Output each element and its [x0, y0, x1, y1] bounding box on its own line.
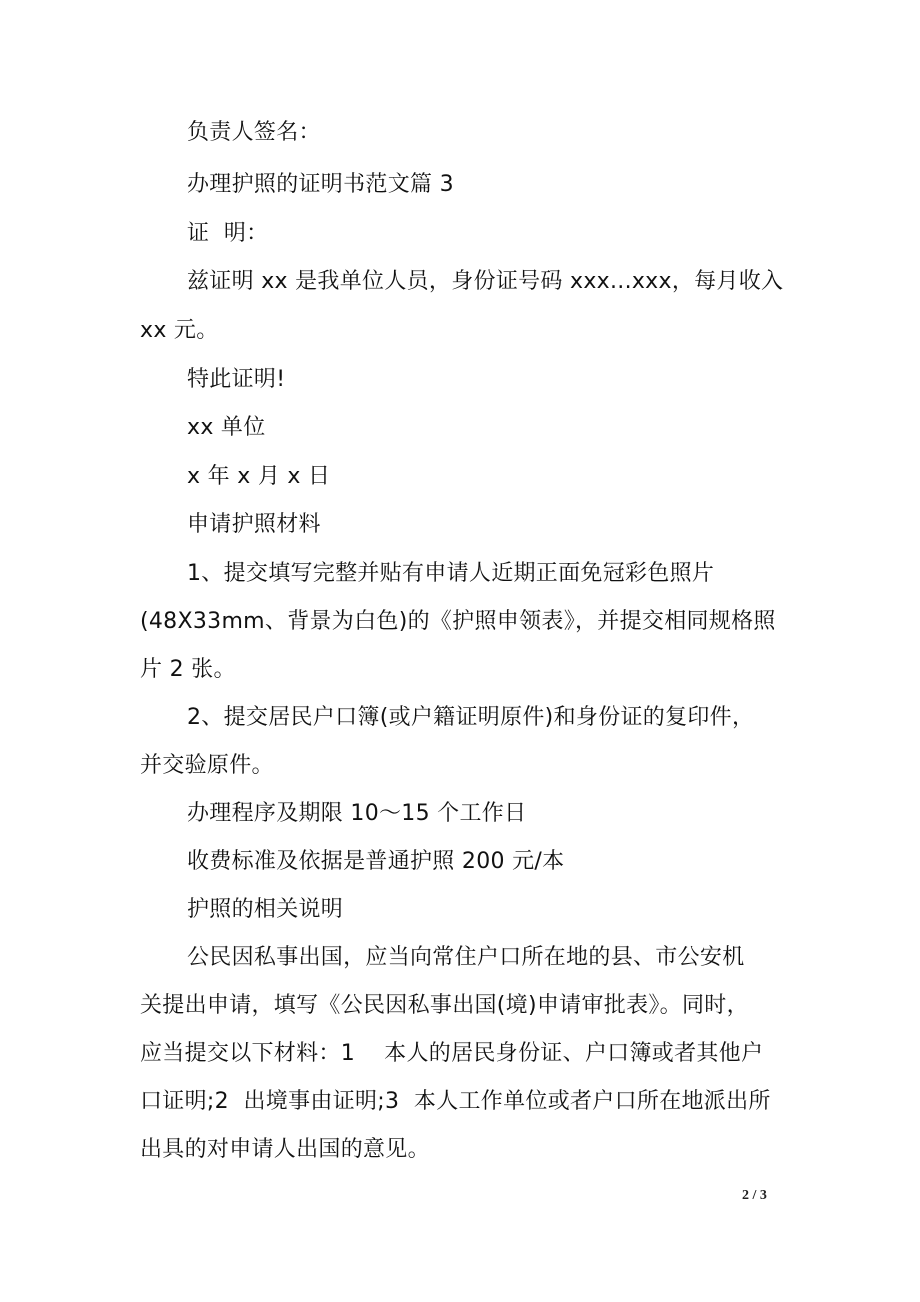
fee-standard: 收费标准及依据是普通护照 200 元/本 [187, 849, 565, 874]
materials-item-line: (48X33mm、背景为白色)的《护照申领表》，并提交相同规格照 [140, 609, 776, 634]
issue-date: x 年 x 月 x 日 [187, 464, 331, 489]
procedure-period: 办理程序及期限 10～15 个工作日 [187, 801, 527, 826]
notes-paragraph-line: 关提出申请，填写《公民因私事出国(境)申请审批表》。同时， [140, 993, 749, 1018]
notes-paragraph-line: 口证明;2 出境事由证明;3 本人工作单位或者户口所在地派出所 [140, 1089, 771, 1114]
section-heading-materials: 申请护照材料 [187, 512, 321, 537]
signature-line: 负责人签名： [187, 120, 321, 145]
certificate-body-line: 兹证明 xx 是我单位人员，身份证号码 xxx...xxx，每月收入 [187, 269, 784, 294]
materials-item-line: 并交验原件。 [140, 753, 274, 778]
certificate-body-line: xx 元。 [140, 318, 219, 343]
certificate-closing: 特此证明! [187, 367, 286, 392]
issuing-unit: xx 单位 [187, 415, 266, 440]
section-heading-notes: 护照的相关说明 [187, 897, 344, 922]
notes-paragraph-line: 公民因私事出国，应当向常住户口所在地的县、市公安机 [187, 945, 745, 970]
section-heading-sample-3: 办理护照的证明书范文篇 3 [187, 172, 454, 197]
certificate-title: 证 明： [187, 221, 269, 246]
page-number: 2 / 3 [742, 1188, 767, 1203]
notes-paragraph-line: 应当提交以下材料：1 本人的居民身份证、户口簿或者其他户 [140, 1041, 764, 1066]
notes-paragraph-line: 出具的对申请人出国的意见。 [140, 1137, 430, 1162]
materials-item-line: 2、提交居民户口簿(或户籍证明原件)和身份证的复印件， [187, 705, 755, 730]
materials-item-line: 1、提交填写完整并贴有申请人近期正面免冠彩色照片 [187, 561, 715, 586]
materials-item-line: 片 2 张。 [140, 657, 236, 682]
